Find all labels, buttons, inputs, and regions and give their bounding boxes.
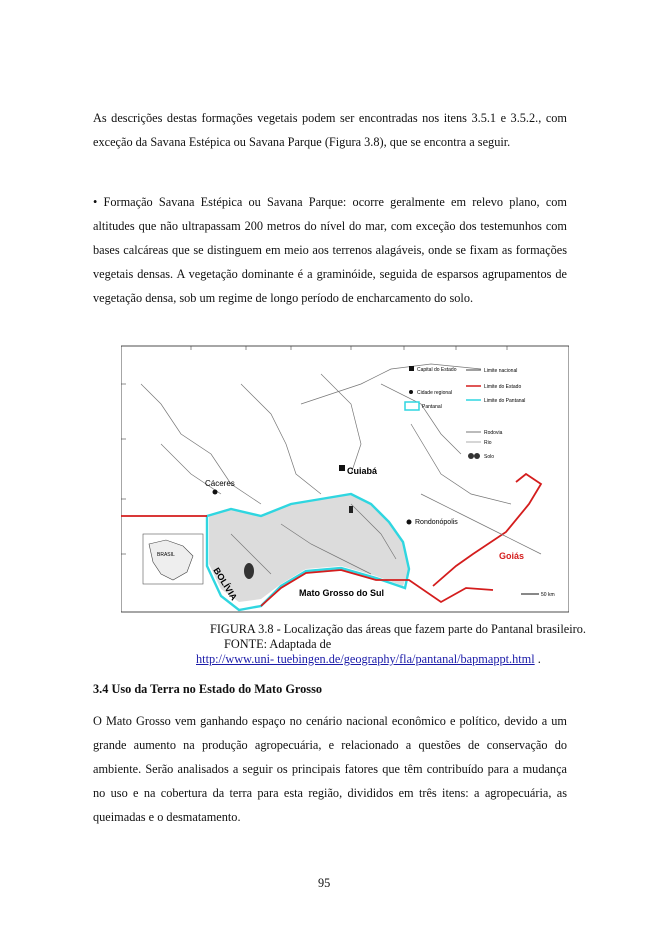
- svg-text:Pantanal: Pantanal: [422, 404, 442, 410]
- pantanal-map: [121, 344, 569, 614]
- uso-da-terra-paragraph: O Mato Grosso vem ganhando espaço no cenário nacional econômico e político, devido a um grande aumento na produção agropecuária, e relacionado a questões de conservação do ambiente. Serão analisados a seguir os principais fatores que têm contribuído para a mudança no uso e na cobertura da terra para esta região, divididos em três itens: a agropecuária, as queimadas e o desmatamento.: [93, 714, 567, 824]
- goias-label: Goiás: [499, 551, 525, 561]
- cuiaba-marker: [339, 465, 345, 471]
- source-link[interactable]: http://www.uni- tuebingen.de/geography/fla/pantanal/bapmappt.html: [196, 652, 535, 666]
- cuiaba-label: Cuiabá: [347, 466, 378, 476]
- page-number: 95: [318, 876, 331, 890]
- svg-text:Limite nacional: Limite nacional: [484, 368, 518, 374]
- svg-text:Rodovia: Rodovia: [484, 430, 503, 436]
- svg-text:Limite do Estado: Limite do Estado: [484, 384, 522, 390]
- rondonopolis-marker: [407, 520, 412, 525]
- rondonopolis-label: Rondonópolis: [415, 519, 458, 526]
- svg-text:Capital do Estado: Capital do Estado: [417, 367, 457, 373]
- savana-estepica-paragraph: • Formação Savana Estépica ou Savana Parque: ocorre geralmente em relevo plano, com altitudes que não ultrapassam 200 metros do nível do mar, com exceção dos testemunhos com bases calcáreas que se distinguem em meio aos terrenos alagáveis, onde se fixam as formações vegetais densas. A vegetação dominante é a graminóide, seguida de esparsos agrupamentos de vegetação densa, sob um regime de longo período de encharcamento do solo.: [93, 195, 567, 305]
- scale-label: 50 km: [541, 592, 555, 598]
- figure-source-line: [196, 652, 541, 667]
- source-suffix: .: [534, 652, 541, 666]
- section-heading: 3.4 Uso da Terra no Estado do Mato Grosso: [93, 682, 322, 696]
- bolivia-label: BOLÍVIA: [211, 565, 240, 603]
- figure-source-label: FONTE: Adaptada de: [224, 637, 332, 651]
- pantanal-map-figure: [121, 344, 569, 614]
- inset-brasil-label: BRASIL: [157, 552, 175, 558]
- svg-text:Rio: Rio: [484, 440, 492, 446]
- svg-text:Cidade regional: Cidade regional: [417, 390, 453, 396]
- caceres-marker: [213, 490, 218, 495]
- caceres-label: Cáceres: [205, 479, 235, 488]
- intro-paragraph: As descrições destas formações vegetais podem ser encontradas nos itens 3.5.1 e 3.5.2., com exceção da Savana Estépica ou Savana Parque (Figura 3.8), que se encontra a seguir.: [93, 111, 567, 149]
- svg-text:Solo: Solo: [484, 454, 495, 460]
- svg-text:Limite do Pantanal: Limite do Pantanal: [484, 398, 526, 404]
- figure-caption: FIGURA 3.8 - Localização das áreas que fazem parte do Pantanal brasileiro.: [210, 622, 586, 636]
- ms-label: Mato Grosso do Sul: [299, 588, 385, 598]
- solo-marker: [244, 563, 254, 579]
